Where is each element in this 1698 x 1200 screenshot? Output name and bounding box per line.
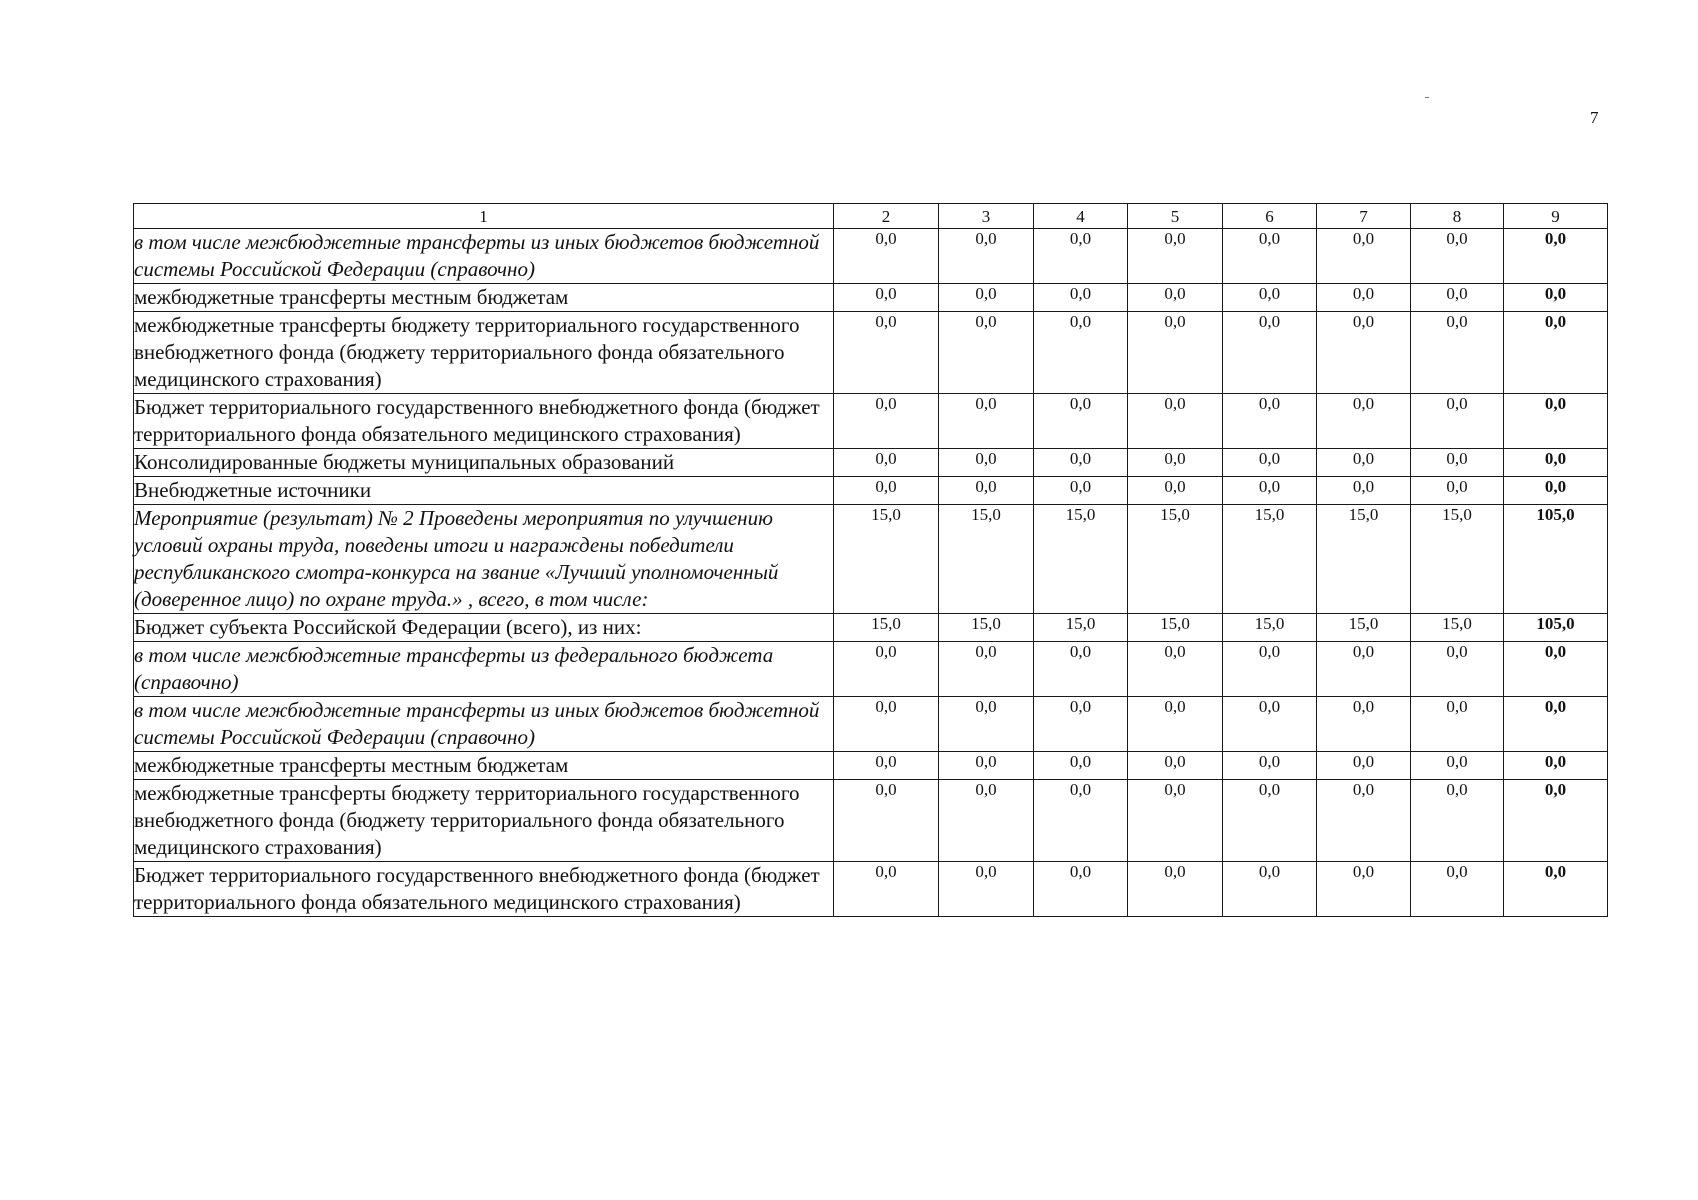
column-number-row (134, 204, 1608, 229)
budget-table (133, 203, 1608, 917)
value-cell: 0,0 (939, 862, 1034, 917)
value-cell: 0,0 (1317, 229, 1411, 284)
row-total-cell: 0,0 (1504, 394, 1608, 449)
value-cell: 0,0 (1411, 449, 1504, 477)
value-cell: 0,0 (834, 697, 939, 752)
value-cell: 15,0 (1317, 505, 1411, 614)
value-cell: 15,0 (834, 505, 939, 614)
column-header: 6 (1223, 204, 1317, 229)
value-cell: 15,0 (1128, 505, 1223, 614)
value-cell: 0,0 (1223, 862, 1317, 917)
value-cell: 0,0 (1223, 780, 1317, 862)
row-total-cell: 0,0 (1504, 697, 1608, 752)
row-total-cell: 0,0 (1504, 862, 1608, 917)
value-cell: 0,0 (834, 780, 939, 862)
row-label: межбюджетные трансферты бюджету территориального государственного внебюджетного фонда (бюджету территориального фонда обязательного медицинского страхования) (134, 780, 834, 862)
row-total-cell: 0,0 (1504, 284, 1608, 312)
value-cell: 0,0 (1317, 477, 1411, 505)
table-row (134, 697, 1608, 752)
value-cell: 0,0 (939, 477, 1034, 505)
value-cell: 0,0 (1128, 449, 1223, 477)
value-cell: 0,0 (1223, 394, 1317, 449)
value-cell: 0,0 (1411, 697, 1504, 752)
value-cell: 0,0 (1034, 284, 1128, 312)
value-cell: 15,0 (1223, 505, 1317, 614)
column-header: 2 (834, 204, 939, 229)
column-header: 1 (134, 204, 834, 229)
row-label: в том числе межбюджетные трансферты из федерального бюджета (справочно) (134, 642, 834, 697)
value-cell: 0,0 (1317, 449, 1411, 477)
value-cell: 15,0 (834, 614, 939, 642)
table-row (134, 780, 1608, 862)
value-cell: 0,0 (1034, 449, 1128, 477)
table-row (134, 312, 1608, 394)
value-cell: 0,0 (939, 394, 1034, 449)
value-cell: 0,0 (1223, 229, 1317, 284)
value-cell: 15,0 (939, 614, 1034, 642)
column-header: 9 (1504, 204, 1608, 229)
value-cell: 0,0 (834, 284, 939, 312)
value-cell: 0,0 (939, 284, 1034, 312)
row-label: Внебюджетные источники (134, 477, 834, 505)
value-cell: 0,0 (1223, 642, 1317, 697)
value-cell: 15,0 (1034, 505, 1128, 614)
row-label: в том числе межбюджетные трансферты из иных бюджетов бюджетной системы Российской Федерации (справочно) (134, 697, 834, 752)
value-cell: 0,0 (939, 229, 1034, 284)
value-cell: 0,0 (1128, 752, 1223, 780)
value-cell: 0,0 (1317, 862, 1411, 917)
table-body (134, 229, 1608, 917)
value-cell: 0,0 (1128, 229, 1223, 284)
row-total-cell: 0,0 (1504, 229, 1608, 284)
column-header: 8 (1411, 204, 1504, 229)
row-total-cell: 0,0 (1504, 752, 1608, 780)
row-total-cell: 105,0 (1504, 505, 1608, 614)
value-cell: 0,0 (1034, 312, 1128, 394)
value-cell: 0,0 (939, 642, 1034, 697)
value-cell: 0,0 (834, 449, 939, 477)
value-cell: 0,0 (1128, 862, 1223, 917)
value-cell: 0,0 (1223, 284, 1317, 312)
table-row (134, 505, 1608, 614)
value-cell: 0,0 (1411, 284, 1504, 312)
value-cell: 0,0 (939, 697, 1034, 752)
value-cell: 0,0 (1411, 752, 1504, 780)
value-cell: 0,0 (939, 780, 1034, 862)
row-total-cell: 0,0 (1504, 449, 1608, 477)
value-cell: 0,0 (1411, 312, 1504, 394)
row-label: межбюджетные трансферты местным бюджетам (134, 752, 834, 780)
column-header: 4 (1034, 204, 1128, 229)
column-header: 7 (1317, 204, 1411, 229)
value-cell: 15,0 (1223, 614, 1317, 642)
value-cell: 0,0 (1223, 752, 1317, 780)
table-row (134, 642, 1608, 697)
value-cell: 0,0 (1034, 780, 1128, 862)
value-cell: 0,0 (1128, 477, 1223, 505)
value-cell: 0,0 (834, 862, 939, 917)
value-cell: 0,0 (1128, 642, 1223, 697)
value-cell: 0,0 (1034, 752, 1128, 780)
value-cell: 0,0 (1223, 697, 1317, 752)
value-cell: 0,0 (1411, 780, 1504, 862)
value-cell: 0,0 (1317, 697, 1411, 752)
value-cell: 0,0 (1223, 477, 1317, 505)
value-cell: 0,0 (1128, 394, 1223, 449)
value-cell: 15,0 (1411, 505, 1504, 614)
value-cell: 15,0 (1034, 614, 1128, 642)
table-row (134, 614, 1608, 642)
page-number: 7 (1590, 108, 1599, 127)
row-label: Бюджет территориального государственного внебюджетного фонда (бюджет территориального фонда обязательного медицинского страхования) (134, 862, 834, 917)
row-total-cell: 105,0 (1504, 614, 1608, 642)
value-cell: 0,0 (1223, 449, 1317, 477)
row-label: межбюджетные трансферты бюджету территориального государственного внебюджетного фонда (бюджету территориального фонда обязательного медицинского страхования) (134, 312, 834, 394)
value-cell: 15,0 (1317, 614, 1411, 642)
value-cell: 15,0 (1411, 614, 1504, 642)
value-cell: 0,0 (834, 642, 939, 697)
table-row (134, 752, 1608, 780)
value-cell: 0,0 (1034, 697, 1128, 752)
value-cell: 0,0 (1128, 284, 1223, 312)
row-label: Консолидированные бюджеты муниципальных образований (134, 449, 834, 477)
value-cell: 0,0 (1034, 394, 1128, 449)
value-cell: 0,0 (1317, 394, 1411, 449)
column-header: 5 (1128, 204, 1223, 229)
value-cell: 0,0 (1034, 477, 1128, 505)
value-cell: 0,0 (834, 394, 939, 449)
value-cell: 0,0 (1317, 284, 1411, 312)
row-total-cell: 0,0 (1504, 477, 1608, 505)
value-cell: 15,0 (939, 505, 1034, 614)
row-total-cell: 0,0 (1504, 780, 1608, 862)
value-cell: 15,0 (1128, 614, 1223, 642)
scan-speck (1425, 97, 1429, 98)
value-cell: 0,0 (834, 229, 939, 284)
value-cell: 0,0 (1411, 862, 1504, 917)
value-cell: 0,0 (1034, 862, 1128, 917)
table-row (134, 862, 1608, 917)
table-row (134, 229, 1608, 284)
value-cell: 0,0 (1411, 394, 1504, 449)
value-cell: 0,0 (1317, 642, 1411, 697)
value-cell: 0,0 (1411, 642, 1504, 697)
value-cell: 0,0 (1128, 312, 1223, 394)
value-cell: 0,0 (939, 449, 1034, 477)
row-total-cell: 0,0 (1504, 312, 1608, 394)
value-cell: 0,0 (939, 312, 1034, 394)
row-label: Мероприятие (результат) № 2 Проведены мероприятия по улучшению условий охраны труда, поведены итоги и награждены победители республиканского смотра-конкурса на звание «Лучший уполномоченный (доверенное лицо) по охране труда.» , всего, в том числе: (134, 505, 834, 614)
value-cell: 0,0 (939, 752, 1034, 780)
value-cell: 0,0 (1317, 752, 1411, 780)
value-cell: 0,0 (1223, 312, 1317, 394)
value-cell: 0,0 (1411, 477, 1504, 505)
value-cell: 0,0 (1317, 312, 1411, 394)
table-row (134, 394, 1608, 449)
value-cell: 0,0 (1128, 780, 1223, 862)
row-total-cell: 0,0 (1504, 642, 1608, 697)
row-label: межбюджетные трансферты местным бюджетам (134, 284, 834, 312)
row-label: в том числе межбюджетные трансферты из иных бюджетов бюджетной системы Российской Федерации (справочно) (134, 229, 834, 284)
value-cell: 0,0 (834, 477, 939, 505)
value-cell: 0,0 (1034, 229, 1128, 284)
value-cell: 0,0 (1317, 780, 1411, 862)
row-label: Бюджет территориального государственного внебюджетного фонда (бюджет территориального фонда обязательного медицинского страхования) (134, 394, 834, 449)
value-cell: 0,0 (834, 752, 939, 780)
column-header: 3 (939, 204, 1034, 229)
value-cell: 0,0 (1128, 697, 1223, 752)
row-label: Бюджет субъекта Российской Федерации (всего), из них: (134, 614, 834, 642)
value-cell: 0,0 (1411, 229, 1504, 284)
table-row (134, 284, 1608, 312)
value-cell: 0,0 (834, 312, 939, 394)
value-cell: 0,0 (1034, 642, 1128, 697)
table-row (134, 449, 1608, 477)
table-row (134, 477, 1608, 505)
